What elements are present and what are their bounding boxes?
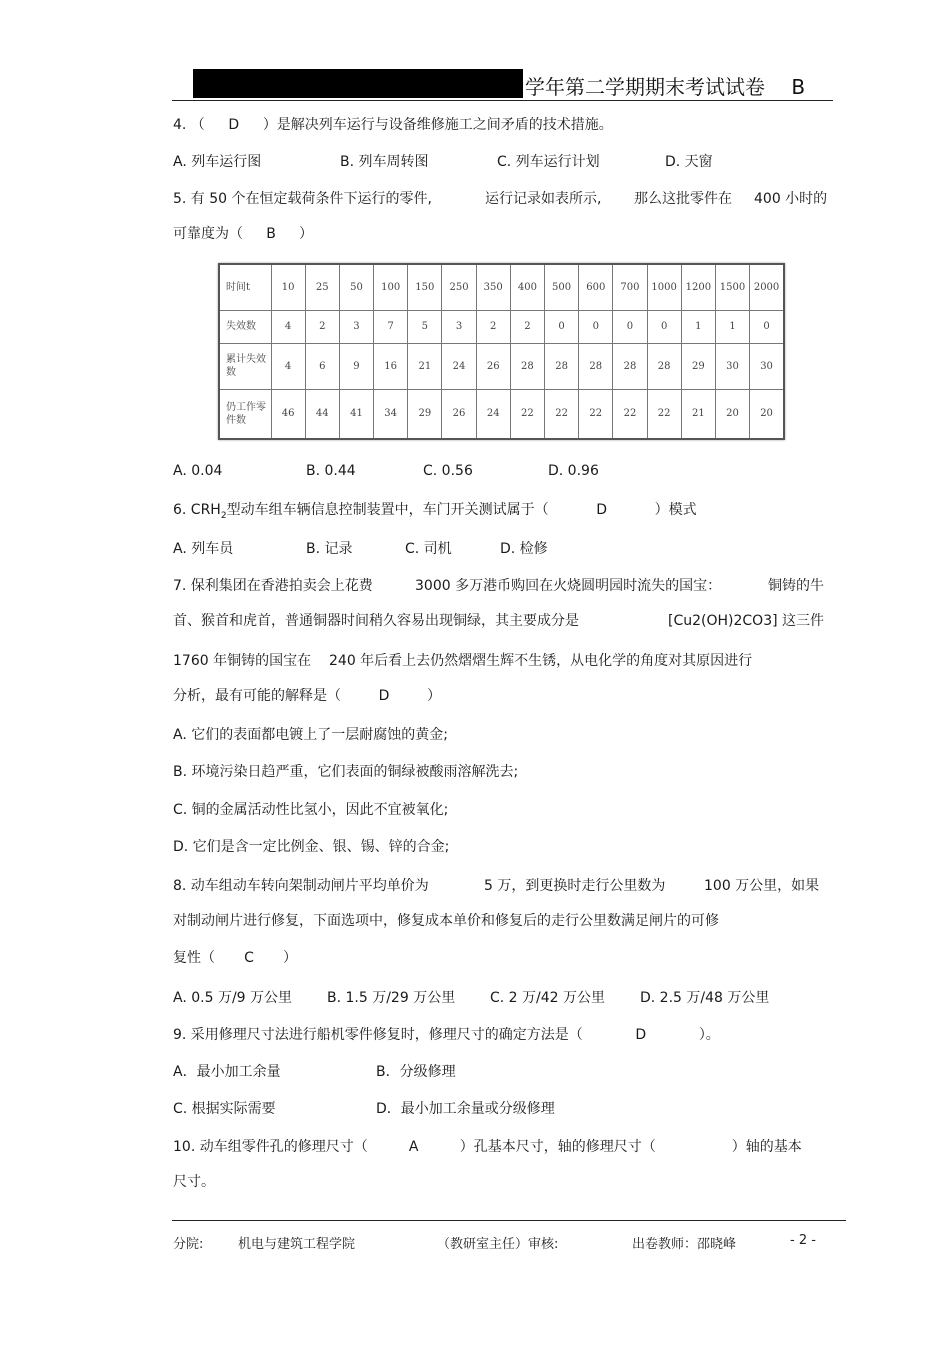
- q5-line2-close: ）: [299, 226, 313, 242]
- table-cell: 0: [579, 310, 613, 343]
- table-cell: 400: [510, 264, 544, 310]
- table-cell: 10: [271, 264, 305, 310]
- q9-answer: D: [635, 1027, 647, 1043]
- table-cell: 29: [681, 343, 715, 389]
- q7-line1-part2: 3000 多万港币购回在火烧圆明园时流失的国宝：: [415, 578, 722, 594]
- q6-text-b: 型动车组车辆信息控制装置中，车门开关测试属于（: [226, 502, 549, 518]
- table-cell: 20: [750, 389, 784, 439]
- q10-answer: A: [408, 1139, 419, 1155]
- table-cell: 9: [339, 343, 373, 389]
- q10-text-b: ）孔基本尺寸，轴的修理尺寸（: [459, 1139, 656, 1155]
- table-cell: 600: [579, 264, 613, 310]
- row-label: 时间t: [219, 264, 271, 310]
- q5-option-c: C. 0.56: [423, 463, 473, 479]
- table-cell: 6: [305, 343, 339, 389]
- q8-line1-part3: 100 万公里，如果: [704, 878, 820, 894]
- q4-option-b: B. 列车周转图: [340, 154, 429, 170]
- q6-option-a: A. 列车员: [173, 541, 234, 557]
- table-cell: 24: [442, 343, 476, 389]
- q5-line1-part3: 那么这批零件在: [634, 191, 732, 207]
- table-row-time-row: [219, 264, 784, 310]
- q5-option-a: A. 0.04: [173, 463, 223, 479]
- table-cell: 20: [715, 389, 749, 439]
- footer-dept-label: 分院:: [173, 1237, 204, 1252]
- exam-header-title: 学年第二学期期末考试试卷 B: [525, 75, 806, 99]
- q4-option-a: A. 列车运行图: [173, 154, 262, 170]
- table-cell: 28: [545, 343, 579, 389]
- table-row-cumulative-row: [219, 343, 784, 389]
- table-row-failure-row: [219, 310, 784, 343]
- table-cell: 50: [339, 264, 373, 310]
- header-divider: [172, 100, 833, 101]
- table-cell: 28: [613, 343, 647, 389]
- table-cell: 29: [408, 389, 442, 439]
- q7-option-d: D. 它们是含一定比例金、银、锡、锌的合金;: [173, 839, 450, 855]
- table-cell: 700: [613, 264, 647, 310]
- q8-answer: C: [244, 950, 254, 966]
- table-cell: 350: [476, 264, 510, 310]
- question-6: [173, 499, 697, 521]
- table-cell: 2: [305, 310, 339, 343]
- q7-line2-part2: [Cu2(OH)2CO3] 这三件: [668, 613, 825, 629]
- q6-text-a: 6. CRH: [173, 502, 221, 518]
- table-cell: 0: [545, 310, 579, 343]
- table-cell: 22: [579, 389, 613, 439]
- q7-line4-text: 分析，最有可能的解释是（: [173, 688, 341, 704]
- q9-option-b: B．分级修理: [376, 1064, 456, 1080]
- q5-option-b: B. 0.44: [306, 463, 356, 479]
- q8-line3-text: 复性（: [173, 950, 215, 966]
- table-cell: 25: [305, 264, 339, 310]
- table-cell: 34: [374, 389, 408, 439]
- table-cell: 28: [579, 343, 613, 389]
- table-cell: 0: [647, 310, 681, 343]
- footer-page-number: - 2 -: [790, 1233, 816, 1248]
- q8-line1-part1: 8. 动车组动车转向架制动闸片平均单价为: [173, 878, 429, 894]
- table-row-remaining-row: [219, 389, 784, 439]
- q7-line3-part1: 1760 年铜铸的国宝在: [173, 653, 312, 669]
- q5-option-d: D. 0.96: [548, 463, 599, 479]
- q9-option-a: A．最小加工余量: [173, 1064, 281, 1080]
- table-cell: 1: [681, 310, 715, 343]
- table-cell: 16: [374, 343, 408, 389]
- q6-text-c: ）模式: [654, 502, 697, 518]
- table-cell: 1200: [681, 264, 715, 310]
- table-cell: 30: [750, 343, 784, 389]
- q6-option-d: D. 检修: [500, 541, 548, 557]
- q4-option-d: D. 天窗: [665, 154, 713, 170]
- question-4: [173, 114, 613, 134]
- table-cell: 22: [545, 389, 579, 439]
- table-cell: 22: [510, 389, 544, 439]
- q5-line1-part2: 运行记录如表所示,: [485, 191, 602, 207]
- question-9: [173, 1024, 720, 1044]
- table-cell: 28: [647, 343, 681, 389]
- q7-line3-part2: 240 年后看上去仍然熠熠生辉不生锈，从电化学的角度对其原因进行: [329, 653, 753, 669]
- table-cell: 41: [339, 389, 373, 439]
- q8-line3-close: ）: [283, 950, 297, 966]
- table-cell: 0: [613, 310, 647, 343]
- q7-line1-part1: 7. 保利集团在香港拍卖会上花费: [173, 578, 373, 594]
- q9-option-d: D．最小加工余量或分级修理: [376, 1101, 555, 1117]
- table-cell: 3: [339, 310, 373, 343]
- redacted-block: [193, 69, 523, 98]
- q7-option-b: B. 环境污染日趋严重，它们表面的铜绿被酸雨溶解洗去;: [173, 764, 519, 780]
- table-cell: 26: [476, 343, 510, 389]
- q8-option-c: C. 2 万/42 万公里: [490, 990, 606, 1006]
- table-cell: 22: [647, 389, 681, 439]
- table-cell: 2: [510, 310, 544, 343]
- q8-line2: 对制动闸片进行修复，下面选项中，修复成本单价和修复后的走行公里数满足闸片的可修: [173, 913, 719, 929]
- q7-option-c: C. 铜的金属活动性比氢小，因此不宜被氧化;: [173, 802, 449, 818]
- q5-line2: [173, 223, 313, 243]
- q10-text-c: ）轴的基本: [731, 1139, 802, 1155]
- q7-line2-part1: 首、猴首和虎首，普通铜器时间稍久容易出现铜绿，其主要成分是: [173, 613, 579, 629]
- table-cell: 0: [750, 310, 784, 343]
- table-cell: 46: [271, 389, 305, 439]
- q9-text-b: ）。: [698, 1027, 720, 1043]
- footer-dept: 机电与建筑工程学院: [238, 1237, 356, 1252]
- q6-subscript: 2: [220, 510, 227, 521]
- table-cell: 500: [545, 264, 579, 310]
- q4-text-b: ）是解决列车运行与设备维修施工之间矛盾的技术措施。: [262, 117, 613, 133]
- table-cell: 7: [374, 310, 408, 343]
- table-cell: 44: [305, 389, 339, 439]
- table-cell: 2000: [750, 264, 784, 310]
- table-cell: 30: [715, 343, 749, 389]
- table-cell: 21: [681, 389, 715, 439]
- q8-line3: [173, 947, 297, 967]
- q4-answer: D: [228, 117, 240, 133]
- q7-option-a: A. 它们的表面都电镀上了一层耐腐蚀的黄金;: [173, 727, 448, 743]
- q9-option-c: C. 根据实际需要: [173, 1101, 276, 1117]
- footer-divider: [172, 1220, 846, 1221]
- table-cell: 22: [613, 389, 647, 439]
- q5-answer: B: [266, 226, 276, 242]
- row-label: 失效数: [219, 310, 271, 343]
- q10-text-a: 10. 动车组零件孔的修理尺寸（: [173, 1139, 368, 1155]
- q5-line1-part4: 400 小时的: [754, 191, 828, 207]
- q8-option-a: A. 0.5 万/9 万公里: [173, 990, 293, 1006]
- q4-option-c: C. 列车运行计划: [497, 154, 600, 170]
- q4-text-a: 4. （: [173, 117, 205, 133]
- question-10: [173, 1136, 802, 1156]
- table-cell: 100: [374, 264, 408, 310]
- q6-answer: D: [596, 502, 607, 518]
- table-cell: 4: [271, 343, 305, 389]
- q6-option-b: B. 记录: [306, 541, 353, 557]
- q7-answer: D: [378, 688, 390, 704]
- q7-line1-part3: 铜铸的牛: [768, 578, 824, 594]
- table-cell: 4: [271, 310, 305, 343]
- q8-line1-part2: 5 万，到更换时走行公里数为: [484, 878, 666, 894]
- footer-review: （教研室主任）审核:: [437, 1237, 559, 1252]
- table-cell: 1: [715, 310, 749, 343]
- row-label: 仍工作零件数: [219, 389, 271, 439]
- row-label: 累计失效数: [219, 343, 271, 389]
- table-cell: 250: [442, 264, 476, 310]
- table-cell: 150: [408, 264, 442, 310]
- table-cell: 3: [442, 310, 476, 343]
- table-cell: 28: [510, 343, 544, 389]
- table-cell: 1500: [715, 264, 749, 310]
- table-cell: 26: [442, 389, 476, 439]
- q10-line2: 尺寸。: [173, 1174, 215, 1190]
- failure-record-table: [218, 263, 785, 440]
- footer-teacher: 出卷教师：邵晓峰: [632, 1237, 737, 1252]
- table-cell: 1000: [647, 264, 681, 310]
- q6-option-c: C. 司机: [405, 541, 452, 557]
- q7-line4: [173, 685, 441, 705]
- table-cell: 5: [408, 310, 442, 343]
- q5-line1-part1: 5. 有 50 个在恒定载荷条件下运行的零件,: [173, 191, 432, 207]
- q5-line2-text: 可靠度为（: [173, 226, 243, 242]
- q8-option-b: B. 1.5 万/29 万公里: [327, 990, 456, 1006]
- q7-line4-close: ）: [427, 688, 441, 704]
- table-cell: 24: [476, 389, 510, 439]
- table-cell: 21: [408, 343, 442, 389]
- q9-text-a: 9. 采用修理尺寸法进行船机零件修复时，修理尺寸的确定方法是（: [173, 1027, 583, 1043]
- q8-option-d: D. 2.5 万/48 万公里: [640, 990, 770, 1006]
- table-cell: 2: [476, 310, 510, 343]
